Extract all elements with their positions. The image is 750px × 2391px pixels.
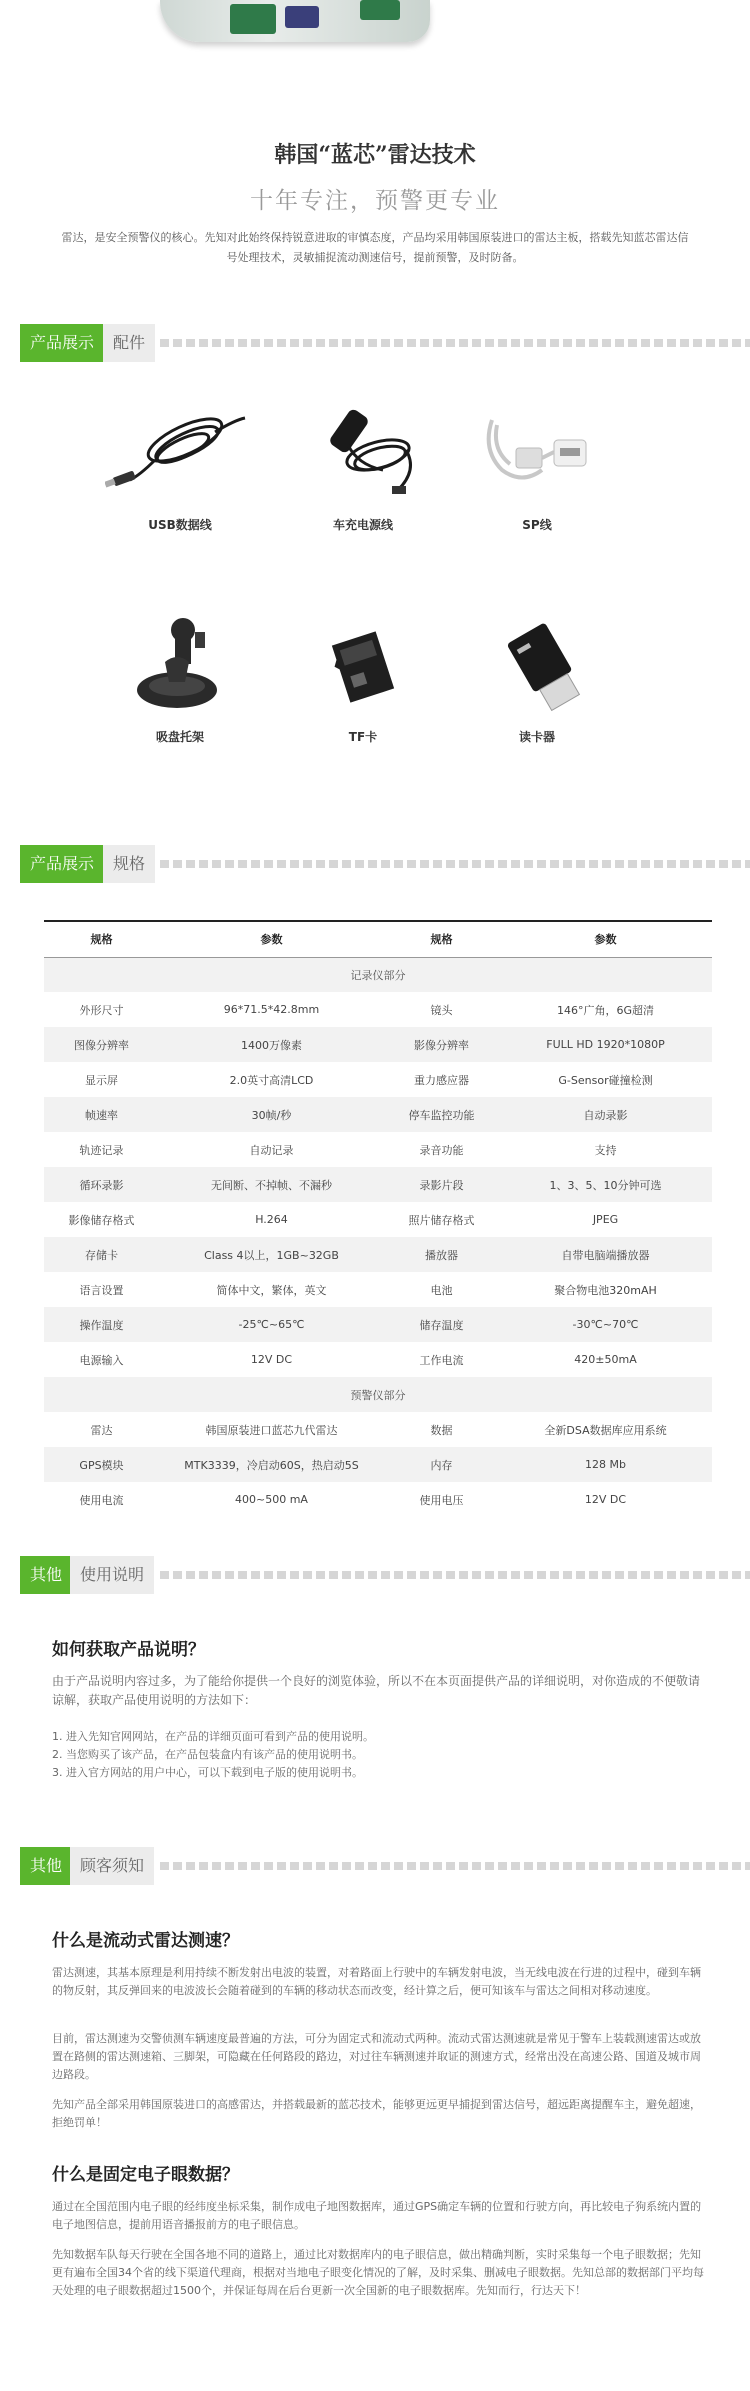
table-cell: 播放器: [384, 1237, 499, 1272]
table-cell: 雷达: [90, 1423, 113, 1437]
notice-paragraph: 目前，雷达测速为交警侦测车辆速度最普遍的方法，可分为固定式和流动式两种。流动式雷达测速就是常见于警车上装载测速雷达或放置在路侧的雷达测速箱、三脚架，可隐藏在任何路段的路边，对过往车辆测速并取证的测速方式，经常出没在高速公路、国道及城市周边路段。: [52, 2032, 701, 2081]
table-cell: GPS模块: [44, 1447, 159, 1482]
table-cell: 影像分辨率: [384, 1027, 499, 1062]
table-cell: MTK3339，冷启动60S，热启动5S: [159, 1447, 384, 1482]
table-cell: 146°广角，6G超清: [556, 1003, 655, 1017]
table-cell: 照片储存格式: [408, 1213, 475, 1227]
section-header-specs: [20, 845, 750, 883]
table-cell: 录影片段: [384, 1167, 499, 1202]
accessory-label: SP线: [522, 518, 552, 532]
table-cell: Class 4以上，1GB~32GB: [159, 1237, 384, 1272]
section-divider: [160, 1571, 750, 1579]
column-header: 参数: [159, 921, 384, 957]
table-cell: 1400万像素: [159, 1027, 384, 1062]
section-divider: [160, 860, 750, 868]
sp-cable-icon: [462, 400, 612, 510]
table-cell: 内存: [384, 1447, 499, 1482]
table-cell: -30℃~70℃: [499, 1307, 712, 1342]
manual-step: 3. 进入官方网站的用户中心，可以下载到电子版的使用说明书。: [52, 1766, 363, 1779]
table-cell: JPEG: [592, 1213, 619, 1226]
table-cell: 自动记录: [249, 1143, 294, 1157]
table-cell: 电源输入: [79, 1353, 124, 1367]
table-cell: 2.0英寸高清LCD: [229, 1073, 314, 1087]
table-header-row: [44, 921, 712, 957]
section-divider: [160, 1862, 750, 1870]
table-row: [44, 1027, 712, 1062]
table-cell: G-Sensor碰撞检测: [558, 1073, 653, 1087]
table-cell: 12V DC: [584, 1493, 627, 1506]
section-tag: 产品展示: [20, 324, 104, 362]
table-cell: 帧速率: [44, 1097, 159, 1132]
group-label: 预警仪部分: [44, 1377, 712, 1412]
manual-step: 2. 当您购买了该产品，在产品包装盒内有该产品的使用说明书。: [52, 1748, 363, 1761]
accessory-usb-cable: [95, 400, 265, 533]
table-cell: 重力感应器: [414, 1073, 469, 1087]
table-cell: 全新DSA数据库应用系统: [544, 1423, 667, 1437]
accessory-tf-card: [278, 612, 448, 745]
manual-title: 如何获取产品说明？: [52, 1640, 205, 1660]
table-row: [44, 1167, 712, 1202]
table-cell: FULL HD 1920*1080P: [499, 1027, 712, 1062]
table-row: [44, 1132, 712, 1167]
table-cell: 停车监控功能: [384, 1097, 499, 1132]
car-charger-icon: [288, 400, 438, 510]
notice-question-1: 什么是流动式雷达测速？: [52, 1931, 239, 1951]
table-cell: 使用电压: [419, 1493, 464, 1507]
notice-paragraph: 先知数据车队每天行驶在全国各地不同的道路上，通过比对数据库内的电子眼信息，做出精确判断，实时采集每一个电子眼数据；先知更有遍布全国34个省的线下渠道代理商，根据对当地电子眼变化情况的了解，及时采集、删减电子眼数据。先知总部的数据部门平均每天处理的电子眼数据超过1500个，并保证每周在后台更新一次全国新的电子眼数据库。先知而行，行达天下！: [52, 2248, 704, 2297]
table-cell: 无间断、不掉帧、不漏秒: [159, 1167, 384, 1202]
table-cell: 96*71.5*42.8mm: [223, 1003, 320, 1016]
table-cell: 30帧/秒: [159, 1097, 384, 1132]
table-cell: 录音功能: [419, 1143, 464, 1157]
table-cell: 显示屏: [85, 1073, 118, 1087]
notice-question-2: 什么是固定电子眼数据？: [52, 2165, 239, 2185]
spec-table: [44, 920, 712, 1517]
table-cell: 电池: [430, 1283, 453, 1297]
section-divider: [160, 339, 750, 347]
table-cell: 操作温度: [44, 1307, 159, 1342]
section-label: 使用说明: [70, 1556, 154, 1594]
table-row: [44, 1482, 712, 1517]
table-row: [44, 1272, 712, 1307]
section-tag: 产品展示: [20, 845, 104, 883]
table-cell: 128 Mb: [499, 1447, 712, 1482]
accessory-label: 读卡器: [518, 730, 555, 744]
section-label: 规格: [103, 845, 155, 883]
table-cell: 支持: [594, 1143, 617, 1157]
table-row: [44, 1097, 712, 1132]
accessory-sp-cable: [452, 400, 622, 533]
radar-board-image: [160, 0, 430, 42]
notice-paragraph: 先知产品全部采用韩国原装进口的高感雷达，并搭载最新的蓝芯技术，能够更远更早捕捉到雷达信号，超远距离提醒车主，避免超速，拒绝罚单！: [52, 2098, 701, 2129]
notice-paragraph: 通过在全国范围内电子眼的经纬度坐标采集，制作成电子地图数据库，通过GPS确定车辆的位置和行驶方向，再比较电子狗系统内置的电子地图信息，提前用语音播报前方的电子眼信息。: [52, 2200, 702, 2231]
table-cell: 数据: [430, 1423, 453, 1437]
section-header-manual: [20, 1556, 750, 1594]
table-row: [44, 1307, 712, 1342]
column-header: 参数: [499, 921, 712, 957]
table-cell: 循环录影: [44, 1167, 159, 1202]
table-cell: 影像储存格式: [68, 1213, 135, 1227]
table-row: [44, 1412, 712, 1447]
table-cell: 语言设置: [79, 1283, 124, 1297]
table-cell: 存储卡: [44, 1237, 159, 1272]
accessory-suction-mount: [95, 612, 265, 745]
section-label: 顾客须知: [70, 1847, 154, 1885]
table-cell: 韩国原装进口蓝芯九代雷达: [205, 1423, 338, 1437]
table-cell: -25℃~65℃: [159, 1307, 384, 1342]
page-title: 韩国“蓝芯”雷达技术: [274, 142, 476, 168]
table-group-row: [44, 1377, 712, 1412]
table-row: [44, 1447, 712, 1482]
table-row: [44, 1062, 712, 1097]
table-cell: 轨迹记录: [79, 1143, 124, 1157]
suction-mount-icon: [105, 612, 255, 722]
table-cell: 简体中文，繁体，英文: [216, 1283, 327, 1297]
page-subtitle: 十年专注，预警更专业: [250, 188, 500, 214]
manual-paragraph: 由于产品说明内容过多，为了能给你提供一个良好的浏览体验，所以不在本页面提供产品的详细说明，对你造成的不便敬请谅解，获取产品使用说明的方法如下：: [52, 1674, 701, 1707]
table-cell: 图像分辨率: [44, 1027, 159, 1062]
section-header-accessories: [20, 324, 750, 362]
tf-card-icon: [288, 612, 438, 722]
card-reader-icon: [462, 612, 612, 722]
section-header-notice: [20, 1847, 750, 1885]
table-cell: 1、3、5、10分钟可选: [499, 1167, 712, 1202]
table-row: [44, 1237, 712, 1272]
table-cell: 聚合物电池320mAH: [554, 1283, 657, 1297]
intro-text: 雷达，是安全预警仪的核心。先知对此始终保持锐意进取的审慎态度，产品均采用韩国原装进口的雷达主板，搭载先知蓝芯雷达信号处理技术，灵敏捕捉流动测速信号，提前预警，及时防备。: [61, 231, 689, 264]
accessory-label: 车充电源线: [332, 518, 393, 532]
manual-step: 1. 进入先知官网网站，在产品的详细页面可看到产品的使用说明。: [52, 1730, 374, 1743]
table-cell: 储存温度: [384, 1307, 499, 1342]
group-label: 记录仪部分: [44, 957, 712, 992]
table-cell: 自动录影: [499, 1097, 712, 1132]
table-row: [44, 1202, 712, 1237]
table-cell: 外形尺寸: [79, 1003, 124, 1017]
accessory-label: 吸盘托架: [155, 730, 204, 744]
table-cell: 12V DC: [250, 1353, 293, 1366]
table-cell: 镜头: [430, 1003, 453, 1017]
column-header: 规格: [384, 921, 499, 957]
table-cell: H.264: [255, 1213, 288, 1226]
table-cell: 400~500 mA: [235, 1493, 308, 1506]
table-row: [44, 1342, 712, 1377]
section-tag: 其他: [20, 1556, 72, 1594]
table-cell: 420±50mA: [574, 1353, 637, 1366]
table-group-row: [44, 957, 712, 992]
product-image: [0, 0, 750, 140]
accessory-car-charger: [278, 400, 448, 533]
notice-paragraph: 雷达测速，其基本原理是利用持续不断发射出电波的装置，对着路面上行驶中的车辆发射电波，当无线电波在行进的过程中，碰到车辆的物反射，其反弹回来的电波波长会随着碰到的车辆的移动状态而改变，经计算之后，便可知该车与雷达之间相对移动速度。: [52, 1966, 701, 1997]
table-row: [44, 992, 712, 1027]
table-cell: 使用电流: [79, 1493, 124, 1507]
column-header: 规格: [44, 921, 159, 957]
accessory-label: USB数据线: [148, 518, 212, 532]
usb-cable-icon: [105, 400, 255, 510]
section-label: 配件: [103, 324, 155, 362]
table-cell: 自带电脑端播放器: [499, 1237, 712, 1272]
section-tag: 其他: [20, 1847, 72, 1885]
accessory-card-reader: [452, 612, 622, 745]
table-cell: 工作电流: [419, 1353, 464, 1367]
accessory-label: TF卡: [348, 730, 378, 744]
